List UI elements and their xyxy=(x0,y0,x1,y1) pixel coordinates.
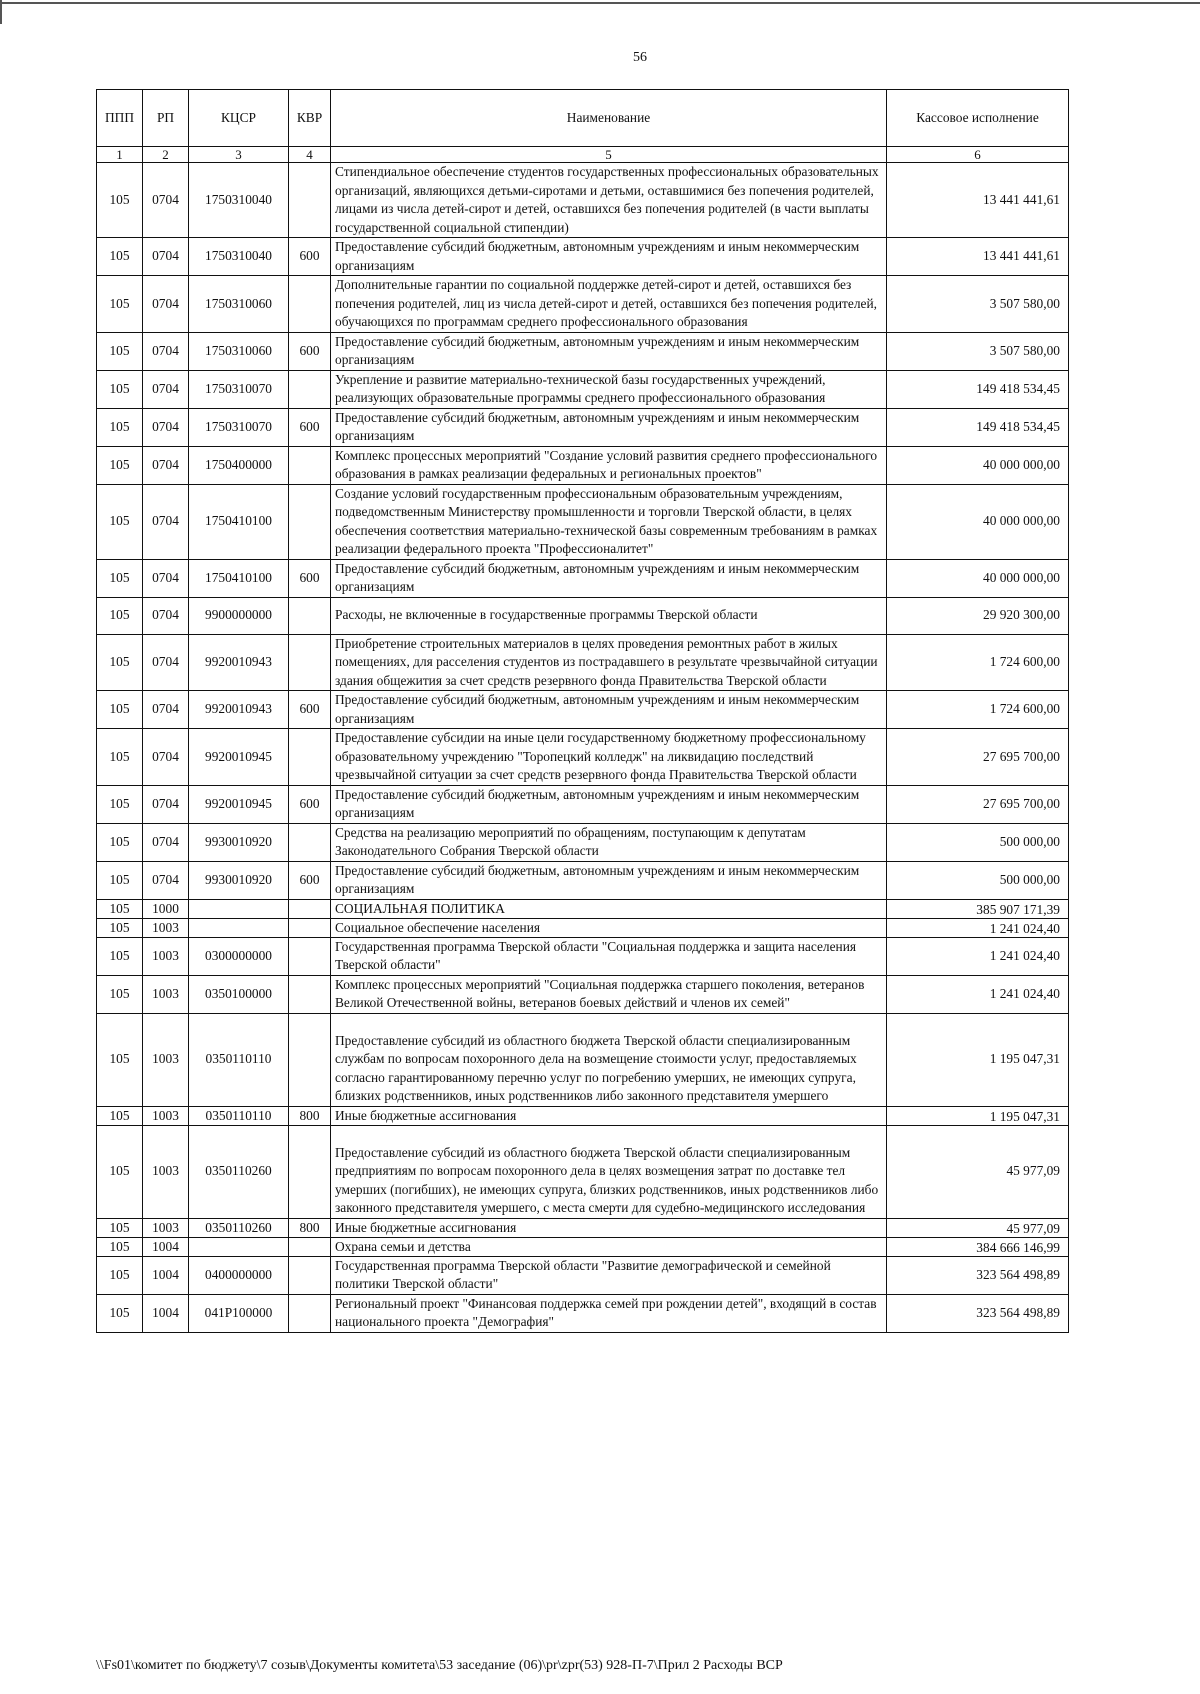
table-row xyxy=(97,634,1069,691)
cell-kcsr: 0350110260 xyxy=(189,1125,289,1218)
cell-amount: 1 241 024,40 xyxy=(887,975,1069,1013)
cell-amount: 40 000 000,00 xyxy=(887,559,1069,597)
budget-table xyxy=(96,89,1069,1333)
cell-rp: 0704 xyxy=(143,691,189,729)
table-row xyxy=(97,861,1069,899)
header-rp: РП xyxy=(143,90,189,147)
cell-ppp: 105 xyxy=(97,370,143,408)
cell-kcsr: 9920010945 xyxy=(189,785,289,823)
cell-rp: 1003 xyxy=(143,1125,189,1218)
cell-rp: 1003 xyxy=(143,1106,189,1125)
table-row xyxy=(97,559,1069,597)
cell-kcsr: 0350110110 xyxy=(189,1013,289,1106)
cell-name: Государственная программа Тверской области "Развитие демографической и семейной политики Тверской области" xyxy=(331,1256,887,1294)
cell-kcsr xyxy=(189,899,289,918)
cell-rp: 0704 xyxy=(143,408,189,446)
cell-rp: 0704 xyxy=(143,484,189,559)
cell-rp: 1003 xyxy=(143,937,189,975)
cell-ppp: 105 xyxy=(97,1256,143,1294)
cell-kvr xyxy=(289,276,331,333)
cell-kvr: 600 xyxy=(289,559,331,597)
cell-kvr xyxy=(289,918,331,937)
table-row xyxy=(97,729,1069,786)
cell-amount: 29 920 300,00 xyxy=(887,597,1069,634)
cell-kvr: 800 xyxy=(289,1218,331,1237)
cell-ppp: 105 xyxy=(97,918,143,937)
table-row xyxy=(97,691,1069,729)
cell-rp: 0704 xyxy=(143,729,189,786)
column-number: 6 xyxy=(887,147,1069,163)
cell-amount: 1 241 024,40 xyxy=(887,918,1069,937)
cell-amount: 323 564 498,89 xyxy=(887,1256,1069,1294)
table-body xyxy=(97,163,1069,1333)
cell-ppp: 105 xyxy=(97,1013,143,1106)
cell-kvr xyxy=(289,634,331,691)
cell-kcsr: 1750310040 xyxy=(189,238,289,276)
cell-kcsr: 1750410100 xyxy=(189,484,289,559)
table-row xyxy=(97,238,1069,276)
cell-kcsr: 041P100000 xyxy=(189,1294,289,1332)
cell-amount: 40 000 000,00 xyxy=(887,446,1069,484)
cell-amount: 385 907 171,39 xyxy=(887,899,1069,918)
cell-kvr xyxy=(289,937,331,975)
cell-amount: 27 695 700,00 xyxy=(887,729,1069,786)
table-row xyxy=(97,1013,1069,1106)
cell-kvr xyxy=(289,899,331,918)
cell-kcsr: 9920010945 xyxy=(189,729,289,786)
cell-kvr: 600 xyxy=(289,332,331,370)
cell-kcsr: 1750310070 xyxy=(189,370,289,408)
cell-name: Стипендиальное обеспечение студентов государственных профессиональных образовательных организаций, являющихся детьми-сиротами и детьми, оставшимися без попечения родителей, лицами из числа детей-сирот и детей, оставшихся без попечения родителей (в части выплаты государственной социальной стипендии) xyxy=(331,163,887,238)
cell-rp: 0704 xyxy=(143,446,189,484)
cell-kcsr: 9930010920 xyxy=(189,861,289,899)
cell-name: Государственная программа Тверской области "Социальная поддержка и защита населения Тверской области" xyxy=(331,937,887,975)
cell-name: Предоставление субсидий бюджетным, автономным учреждениям и иным некоммерческим организациям xyxy=(331,408,887,446)
cell-ppp: 105 xyxy=(97,597,143,634)
column-number: 4 xyxy=(289,147,331,163)
table-row xyxy=(97,1218,1069,1237)
table-row xyxy=(97,899,1069,918)
cell-rp: 1003 xyxy=(143,975,189,1013)
cell-ppp: 105 xyxy=(97,785,143,823)
cell-amount: 40 000 000,00 xyxy=(887,484,1069,559)
table-row xyxy=(97,597,1069,634)
cell-kvr xyxy=(289,823,331,861)
cell-kcsr: 1750310060 xyxy=(189,332,289,370)
cell-ppp: 105 xyxy=(97,238,143,276)
cell-kvr xyxy=(289,370,331,408)
table-row xyxy=(97,785,1069,823)
cell-name: Комплекс процессных мероприятий "Социальная поддержка старшего поколения, ветеранов Великой Отечественной войны, ветеранов боевых действий и членов их семей" xyxy=(331,975,887,1013)
cell-amount: 384 666 146,99 xyxy=(887,1237,1069,1256)
table-row xyxy=(97,446,1069,484)
cell-kcsr: 0400000000 xyxy=(189,1256,289,1294)
table-row xyxy=(97,1106,1069,1125)
cell-amount: 13 441 441,61 xyxy=(887,163,1069,238)
cell-amount: 1 195 047,31 xyxy=(887,1013,1069,1106)
cell-rp: 0704 xyxy=(143,823,189,861)
cell-name: Предоставление субсидий бюджетным, автономным учреждениям и иным некоммерческим организациям xyxy=(331,238,887,276)
cell-name: Дополнительные гарантии по социальной поддержке детей-сирот и детей, оставшихся без попечения родителей, лиц из числа детей-сирот и детей, оставшихся без попечения родителей, обучающихся по программам среднего профессионального образования xyxy=(331,276,887,333)
cell-rp: 0704 xyxy=(143,332,189,370)
cell-name: Предоставление субсидий бюджетным, автономным учреждениям и иным некоммерческим организациям xyxy=(331,861,887,899)
cell-rp: 1004 xyxy=(143,1256,189,1294)
cell-name: Предоставление субсидий из областного бюджета Тверской области специализированным службам по вопросам похоронного дела на возмещение стоимости услуг, предоставляемых согласно гарантированному перечню услуг по погребению умерших, не имеющих супруга, близких родственников, иных родственников либо законного представителя умершего xyxy=(331,1013,887,1106)
table-row xyxy=(97,1125,1069,1218)
cell-ppp: 105 xyxy=(97,1237,143,1256)
cell-amount: 45 977,09 xyxy=(887,1218,1069,1237)
cell-amount: 500 000,00 xyxy=(887,823,1069,861)
cell-name: Укрепление и развитие материально-технической базы государственных учреждений, реализующих образовательные программы среднего профессионального образования xyxy=(331,370,887,408)
table-row xyxy=(97,163,1069,238)
cell-amount: 500 000,00 xyxy=(887,861,1069,899)
cell-ppp: 105 xyxy=(97,1218,143,1237)
scan-border-left xyxy=(0,0,2,24)
cell-amount: 27 695 700,00 xyxy=(887,785,1069,823)
cell-rp: 1003 xyxy=(143,1218,189,1237)
cell-kvr: 600 xyxy=(289,238,331,276)
cell-amount: 1 241 024,40 xyxy=(887,937,1069,975)
cell-kcsr: 1750310070 xyxy=(189,408,289,446)
cell-amount: 3 507 580,00 xyxy=(887,276,1069,333)
header-ppp: ППП xyxy=(97,90,143,147)
cell-rp: 0704 xyxy=(143,370,189,408)
cell-kcsr xyxy=(189,1237,289,1256)
cell-ppp: 105 xyxy=(97,276,143,333)
cell-rp: 0704 xyxy=(143,597,189,634)
cell-name: Предоставление субсидий из областного бюджета Тверской области специализированным предприятиям по вопросам похоронного дела в целях возмещения затрат по доставке тел умерших (погибших), не имеющих супруга, близких родственников, иных родственников либо законного представителя умершего, с места смерти для судебно-медицинского исследования xyxy=(331,1125,887,1218)
cell-kcsr: 1750400000 xyxy=(189,446,289,484)
cell-kvr: 600 xyxy=(289,408,331,446)
cell-kvr xyxy=(289,1013,331,1106)
scan-border-top xyxy=(0,2,1200,4)
cell-amount: 1 724 600,00 xyxy=(887,691,1069,729)
cell-ppp: 105 xyxy=(97,163,143,238)
cell-amount: 323 564 498,89 xyxy=(887,1294,1069,1332)
table-row xyxy=(97,823,1069,861)
cell-kcsr: 1750310040 xyxy=(189,163,289,238)
column-number: 5 xyxy=(331,147,887,163)
cell-kvr: 600 xyxy=(289,691,331,729)
cell-name: Социальное обеспечение населения xyxy=(331,918,887,937)
cell-amount: 1 724 600,00 xyxy=(887,634,1069,691)
table-row xyxy=(97,332,1069,370)
table-row xyxy=(97,1237,1069,1256)
cell-name: Создание условий государственным профессиональным образовательным учреждениям, подведомственным Министерству промышленности и торговли Тверской области, в целях обеспечения соответствия материально-технической базы современным требованиям в рамках реализации федерального проекта "Профессионалитет" xyxy=(331,484,887,559)
cell-amount: 45 977,09 xyxy=(887,1125,1069,1218)
table-row xyxy=(97,276,1069,333)
column-number-row xyxy=(97,147,1069,163)
column-number: 2 xyxy=(143,147,189,163)
column-number: 1 xyxy=(97,147,143,163)
cell-amount: 13 441 441,61 xyxy=(887,238,1069,276)
cell-rp: 0704 xyxy=(143,861,189,899)
table-row xyxy=(97,975,1069,1013)
cell-ppp: 105 xyxy=(97,446,143,484)
cell-kvr xyxy=(289,1256,331,1294)
table-row xyxy=(97,408,1069,446)
cell-ppp: 105 xyxy=(97,408,143,446)
cell-kcsr xyxy=(189,918,289,937)
cell-name: Приобретение строительных материалов в целях проведения ремонтных работ в жилых помещениях, для расселения студентов из пострадавшего в результате чрезвычайной ситуации здания общежития за счет средств резервного фонда Правительства Тверской области xyxy=(331,634,887,691)
cell-name: Комплекс процессных мероприятий "Создание условий развития среднего профессионального образования в рамках реализации федеральных и региональных проектов" xyxy=(331,446,887,484)
cell-ppp: 105 xyxy=(97,899,143,918)
cell-rp: 0704 xyxy=(143,559,189,597)
cell-kcsr: 0300000000 xyxy=(189,937,289,975)
cell-ppp: 105 xyxy=(97,729,143,786)
cell-name: Охрана семьи и детства xyxy=(331,1237,887,1256)
cell-kcsr: 0350100000 xyxy=(189,975,289,1013)
cell-rp: 1004 xyxy=(143,1237,189,1256)
cell-kvr xyxy=(289,729,331,786)
cell-ppp: 105 xyxy=(97,861,143,899)
cell-ppp: 105 xyxy=(97,937,143,975)
cell-name: Предоставление субсидий бюджетным, автономным учреждениям и иным некоммерческим организациям xyxy=(331,559,887,597)
footer-file-path: \\Fs01\комитет по бюджету\7 созыв\Документы комитета\53 заседание (06)\pr\zpr(53) 928-П-7\Прил 2 Расходы ВСР xyxy=(96,1658,783,1673)
cell-name: Средства на реализацию мероприятий по обращениям, поступающим к депутатам Законодательного Собрания Тверской области xyxy=(331,823,887,861)
cell-amount: 149 418 534,45 xyxy=(887,408,1069,446)
header-name: Наименование xyxy=(331,90,887,147)
cell-kcsr: 1750310060 xyxy=(189,276,289,333)
header-kvr: КВР xyxy=(289,90,331,147)
cell-name: Предоставление субсидий бюджетным, автономным учреждениям и иным некоммерческим организациям xyxy=(331,785,887,823)
cell-kvr xyxy=(289,446,331,484)
cell-rp: 1003 xyxy=(143,918,189,937)
cell-kvr: 800 xyxy=(289,1106,331,1125)
table-row xyxy=(97,1294,1069,1332)
cell-name: Расходы, не включенные в государственные программы Тверской области xyxy=(331,597,887,634)
table-row xyxy=(97,937,1069,975)
cell-kvr xyxy=(289,975,331,1013)
cell-rp: 1000 xyxy=(143,899,189,918)
cell-kcsr: 0350110110 xyxy=(189,1106,289,1125)
cell-ppp: 105 xyxy=(97,1125,143,1218)
cell-kvr xyxy=(289,1294,331,1332)
page-number: 56 xyxy=(633,50,647,65)
table-row xyxy=(97,484,1069,559)
cell-kvr: 600 xyxy=(289,785,331,823)
cell-rp: 0704 xyxy=(143,634,189,691)
table-row xyxy=(97,1256,1069,1294)
cell-amount: 3 507 580,00 xyxy=(887,332,1069,370)
cell-kcsr: 1750410100 xyxy=(189,559,289,597)
cell-ppp: 105 xyxy=(97,1294,143,1332)
cell-kcsr: 9900000000 xyxy=(189,597,289,634)
cell-ppp: 105 xyxy=(97,634,143,691)
cell-name: Иные бюджетные ассигнования xyxy=(331,1218,887,1237)
cell-kvr xyxy=(289,163,331,238)
cell-name: Предоставление субсидий бюджетным, автономным учреждениям и иным некоммерческим организациям xyxy=(331,691,887,729)
cell-rp: 1003 xyxy=(143,1013,189,1106)
cell-kcsr: 0350110260 xyxy=(189,1218,289,1237)
cell-kvr xyxy=(289,597,331,634)
cell-kvr xyxy=(289,1237,331,1256)
header-kcsr: КЦСР xyxy=(189,90,289,147)
cell-ppp: 105 xyxy=(97,975,143,1013)
cell-ppp: 105 xyxy=(97,1106,143,1125)
cell-ppp: 105 xyxy=(97,559,143,597)
table-row xyxy=(97,370,1069,408)
cell-rp: 0704 xyxy=(143,163,189,238)
cell-name: Иные бюджетные ассигнования xyxy=(331,1106,887,1125)
cell-rp: 0704 xyxy=(143,785,189,823)
cell-name: Предоставление субсидии на иные цели государственному бюджетному профессиональному образовательному учреждению "Торопецкий колледж" на ликвидацию последствий чрезвычайной ситуации за счет средств резервного фонда Правительства Тверской области xyxy=(331,729,887,786)
cell-kvr: 600 xyxy=(289,861,331,899)
cell-rp: 0704 xyxy=(143,238,189,276)
header-amount: Кассовое исполнение xyxy=(887,90,1069,147)
cell-amount: 1 195 047,31 xyxy=(887,1106,1069,1125)
cell-ppp: 105 xyxy=(97,823,143,861)
cell-name: Предоставление субсидий бюджетным, автономным учреждениям и иным некоммерческим организациям xyxy=(331,332,887,370)
table-row xyxy=(97,918,1069,937)
cell-rp: 0704 xyxy=(143,276,189,333)
cell-kcsr: 9920010943 xyxy=(189,691,289,729)
cell-rp: 1004 xyxy=(143,1294,189,1332)
cell-amount: 149 418 534,45 xyxy=(887,370,1069,408)
cell-name: СОЦИАЛЬНАЯ ПОЛИТИКА xyxy=(331,899,887,918)
cell-ppp: 105 xyxy=(97,484,143,559)
cell-kvr xyxy=(289,1125,331,1218)
cell-kcsr: 9920010943 xyxy=(189,634,289,691)
cell-ppp: 105 xyxy=(97,332,143,370)
cell-kcsr: 9930010920 xyxy=(189,823,289,861)
header-row xyxy=(97,90,1069,147)
column-number: 3 xyxy=(189,147,289,163)
cell-name: Региональный проект "Финансовая поддержка семей при рождении детей", входящий в состав национального проекта "Демография" xyxy=(331,1294,887,1332)
cell-kvr xyxy=(289,484,331,559)
cell-ppp: 105 xyxy=(97,691,143,729)
